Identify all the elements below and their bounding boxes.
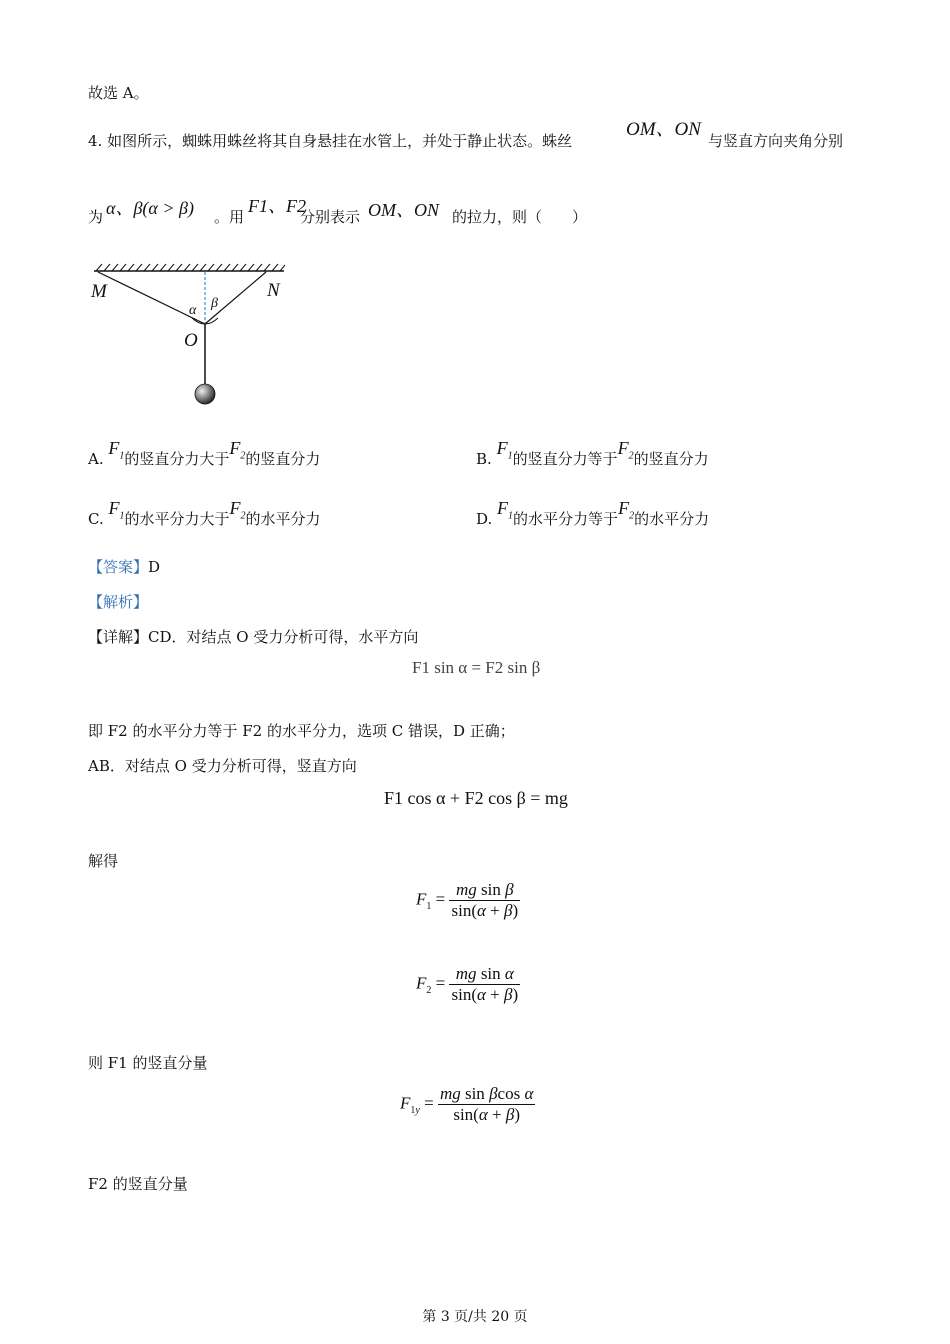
label-n: N [267, 280, 280, 301]
label-alpha: α [189, 303, 197, 318]
question-text-d: 。用 [214, 208, 245, 226]
option-c-text: 的水平分力大于 [124, 510, 230, 528]
detail-label: 【详解】 [88, 628, 149, 646]
detail-line-4: 解得 [88, 852, 119, 870]
option-d-letter: D. [476, 510, 493, 528]
ceiling-hatch [94, 264, 285, 271]
option-d-text: 的水平分力等于 [513, 510, 619, 528]
answer-value: D [148, 558, 161, 576]
label-beta: β [211, 296, 218, 311]
question-angles: α、β(α > β) [106, 198, 194, 218]
prev-answer: 故选 A。 [88, 84, 149, 102]
option-c[interactable] [88, 498, 321, 532]
option-b-text: 的竖直分力等于 [512, 450, 618, 468]
equation-f2: $F_2$ = $\frac{\text{mg sin α}}{\sin(\alpha + \beta)}$ [416, 964, 519, 1004]
detail-line-6: F2 的竖直分量 [88, 1175, 188, 1193]
page-footer: 第 3 页/共 20 页 [422, 1309, 528, 1325]
detail-line-5: 则 F1 的竖直分量 [88, 1054, 208, 1072]
option-c-letter: C. [88, 510, 104, 528]
equation-2: F1 cos α + F2 cos β = mg [384, 788, 568, 808]
spider-ball [195, 384, 215, 404]
option-c-f1: $F_1$ [108, 498, 125, 522]
analysis-label: 【解析】 [88, 593, 149, 611]
option-a-text-end: 的竖直分力 [245, 450, 321, 468]
label-o: O [184, 330, 198, 351]
option-a-letter: A. [88, 450, 104, 468]
equation-f1: $F_1$ = $\frac{\text{mg sin β}}{\sin(\alpha + \beta)}$ [416, 880, 519, 920]
question-om-on: OM、ON [626, 119, 701, 140]
question-text-b: 与竖直方向夹角分别 [708, 132, 844, 150]
option-a-f2: $F_2$ [229, 438, 246, 462]
question-number: 4. [88, 132, 103, 150]
question-line-1 [88, 130, 572, 151]
question-text-a: 如图所示，蜘蛛用蛛丝将其自身悬挂在水管上，并处于静止状态。蛛丝 [107, 132, 573, 150]
option-c-f2: $F_2$ [229, 498, 246, 522]
option-d-text-end: 的水平分力 [634, 510, 710, 528]
option-d-f1: $F_1$ [497, 498, 514, 522]
spider-figure [88, 258, 293, 410]
option-b-f2: $F_2$ [617, 438, 634, 462]
answer-label: 【答案】 [88, 558, 149, 576]
option-d[interactable] [476, 498, 710, 532]
option-a-text: 的竖直分力大于 [124, 450, 230, 468]
option-b[interactable] [476, 438, 709, 472]
answer-line [88, 556, 160, 577]
question-om-on-2: OM、ON [368, 200, 439, 220]
equation-f1y: $F_{1y}$ = $\frac{\text{mg sin βcos α}}{\sin(\alpha + \beta)}$ [400, 1084, 534, 1124]
option-a[interactable] [88, 438, 321, 472]
fraction-f1: $\frac{\text{mg sin β}}{\sin(\alpha + \beta)}$ [451, 880, 519, 920]
option-b-text-end: 的竖直分力 [633, 450, 709, 468]
detail-text-1: CD．对结点 O 受力分析可得，水平方向 [148, 628, 419, 646]
equation-1: F1 sin α = F2 sin β [412, 658, 541, 677]
fraction-f2: $\frac{\text{mg sin α}}{\sin(\alpha + \beta)}$ [451, 964, 519, 1004]
option-a-f1: $F_1$ [108, 438, 125, 462]
option-c-text-end: 的水平分力 [245, 510, 321, 528]
detail-line-3: AB．对结点 O 受力分析可得，竖直方向 [88, 757, 357, 775]
detail-line-1 [88, 626, 418, 647]
label-m: M [91, 281, 107, 302]
option-d-f2: $F_2$ [618, 498, 635, 522]
fraction-f1y: $\frac{\text{mg sin βcos α}}{\sin(\alpha + \beta)}$ [439, 1084, 534, 1124]
question-text-c: 为 [88, 208, 104, 226]
detail-line-2: 即 F2 的水平分力等于 F2 的水平分力，选项 C 错误，D 正确； [88, 722, 515, 740]
question-forces: F1、F2 [248, 196, 306, 216]
question-text-e: 分别表示 [300, 208, 361, 226]
option-b-f1: $F_1$ [496, 438, 513, 462]
question-text-f: 的拉力，则（ ） [452, 208, 588, 226]
option-b-letter: B. [476, 450, 492, 468]
